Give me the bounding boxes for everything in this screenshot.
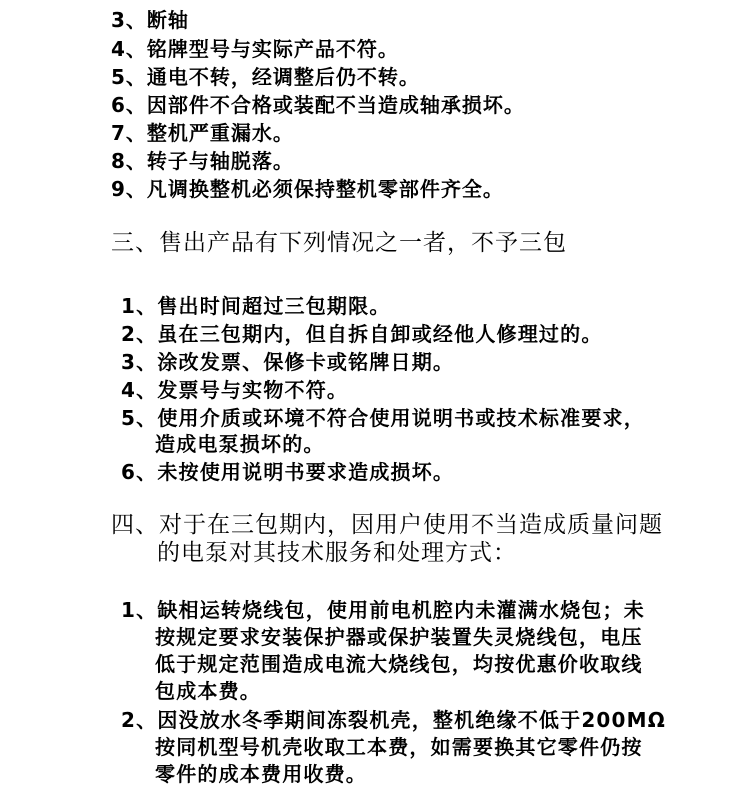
list-item: 6、未按使用说明书要求造成损坏。 — [121, 460, 455, 484]
list-item-continuation: 低于规定范围造成电流大烧线包，均按优惠价收取线 — [155, 652, 643, 676]
list-item: 4、铭牌型号与实际产品不符。 — [111, 37, 399, 61]
list-item: 3、断轴 — [111, 8, 189, 32]
list-item: 1、缺相运转烧线包，使用前电机腔内未灌满水烧包；未 — [121, 598, 645, 622]
list-item: 5、通电不转，经调整后仍不转。 — [111, 65, 420, 89]
list-item-continuation: 包成本费。 — [155, 679, 261, 703]
list-item: 5、使用介质或环境不符合使用说明书或技术标准要求， — [121, 406, 645, 430]
list-item-continuation: 按规定要求安装保护器或保护装置失灵烧线包，电压 — [155, 625, 643, 649]
list-item: 8、转子与轴脱落。 — [111, 149, 294, 173]
list-item: 2、因没放水冬季期间冻裂机壳，整机绝缘不低于200MΩ — [121, 708, 666, 732]
list-item-continuation: 按同机型号机壳收取工本费，如需要换其它零件仍按 — [155, 735, 643, 759]
list-item-continuation: 零件的成本费用收费。 — [155, 762, 367, 786]
list-item: 9、凡调换整机必须保持整机零部件齐全。 — [111, 177, 504, 201]
list-item: 2、虽在三包期内，但自拆自卸或经他人修理过的。 — [121, 322, 603, 346]
list-item: 7、整机严重漏水。 — [111, 121, 294, 145]
list-item: 1、售出时间超过三包期限。 — [121, 294, 391, 318]
list-item: 6、因部件不合格或装配不当造成轴承损坏。 — [111, 93, 525, 117]
list-item: 4、发票号与实物不符。 — [121, 378, 349, 402]
list-item-continuation: 造成电泵损坏的。 — [155, 432, 325, 456]
list-item: 3、涂改发票、保修卡或铭牌日期。 — [121, 350, 455, 374]
section-heading: 四、对于在三包期内，因用户使用不当造成质量问题 — [111, 512, 663, 538]
section-heading-continuation: 的电泵对其技术服务和处理方式： — [157, 540, 517, 566]
section-heading: 三、售出产品有下列情况之一者，不予三包 — [111, 230, 567, 256]
